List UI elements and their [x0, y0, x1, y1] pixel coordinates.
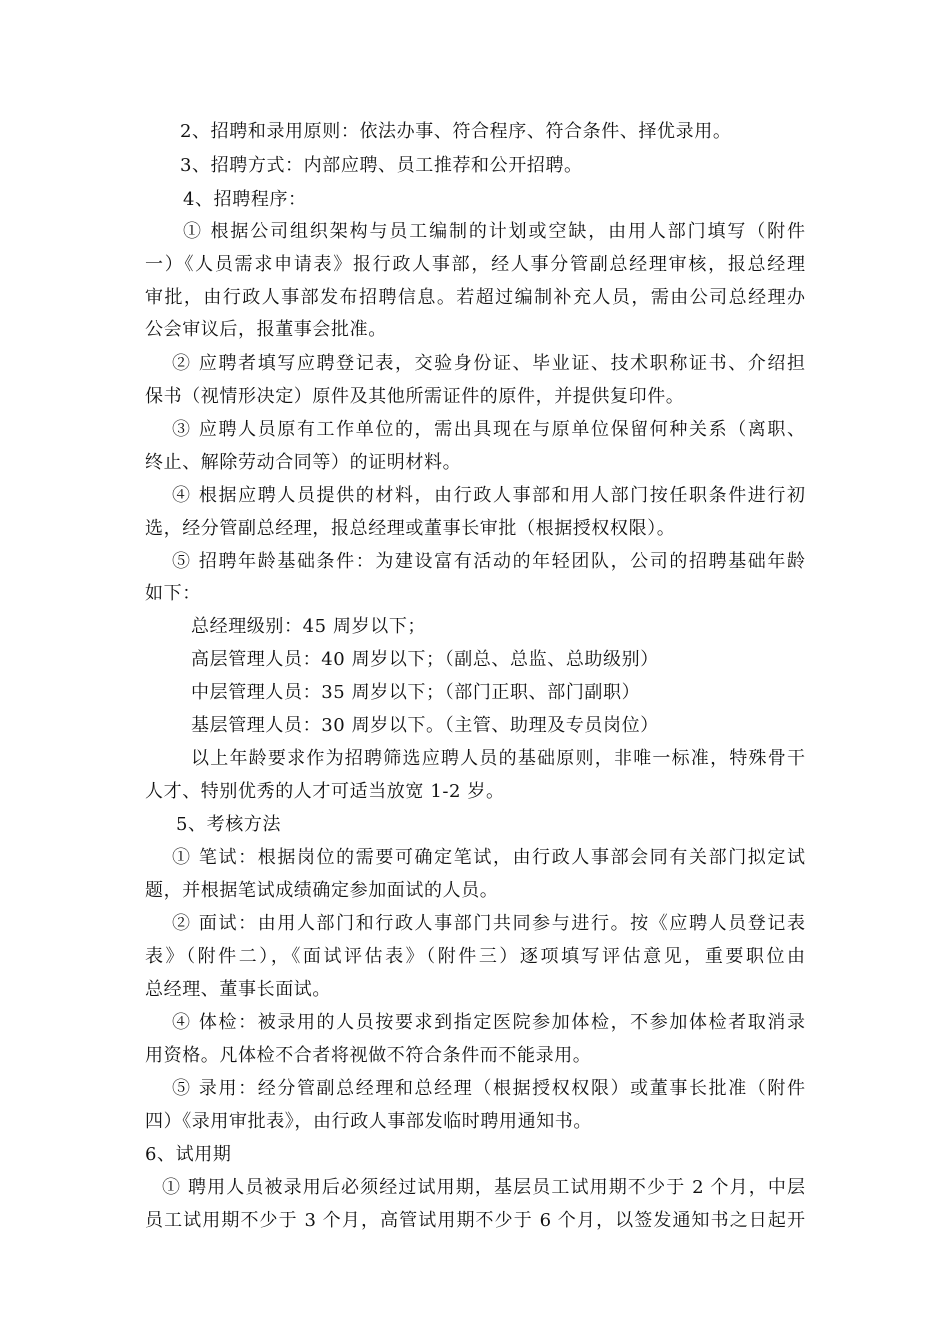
age-gm: 总经理级别：45 周岁以下；: [191, 616, 427, 637]
probation-item-1-line-1: ① 聘用人员被录用后必须经过试用期，基层员工试用期不少于 2 个月，中层: [162, 1177, 805, 1198]
procedure-item-2-line-2: 保书（视情形决定）原件及其他所需证件的原件，并提供复印件。: [145, 386, 685, 407]
procedure-item-5-line-1: ⑤ 招聘年龄基础条件：为建设富有活动的年轻团队，公司的招聘基础年龄: [172, 551, 805, 572]
assessment-item-1-line-1: ① 笔试：根据岗位的需要可确定笔试，由行政人事部会同有关部门拟定试: [172, 847, 805, 868]
probation-item-1-line-2: 员工试用期不少于 3 个月，高管试用期不少于 6 个月，以签发通知书之日起开: [145, 1210, 805, 1231]
procedure-item-5-line-2: 如下：: [145, 583, 201, 604]
age-base: 基层管理人员：30 周岁以下。（主管、助理及专员岗位）: [191, 715, 659, 736]
assessment-item-4-line-1: ④ 体检：被录用的人员按要求到指定医院参加体检，不参加体检者取消录: [172, 1012, 805, 1033]
age-senior: 高层管理人员：40 周岁以下；（副总、总监、总助级别）: [191, 649, 659, 670]
probation-heading: 6、试用期: [145, 1144, 232, 1165]
assessment-item-2-line-3: 总经理、董事长面试。: [145, 979, 331, 1000]
procedure-item-4-line-2: 选，经分管副总经理，报总经理或董事长审批（根据授权权限）。: [145, 518, 676, 539]
assessment-item-5-line-1: ⑤ 录用：经分管副总经理和总经理（根据授权权限）或董事长批准（附件: [172, 1078, 805, 1099]
procedure-heading: 4、招聘程序：: [183, 189, 307, 210]
procedure-item-1-line-4: 公会审议后，报董事会批准。: [145, 319, 387, 340]
procedure-item-2-line-1: ② 应聘者填写应聘登记表，交验身份证、毕业证、技术职称证书、介绍担: [172, 353, 805, 374]
assessment-item-4-line-2: 用资格。凡体检不合者将视做不符合条件而不能录用。: [145, 1045, 592, 1066]
age-note-line-1: 以上年龄要求作为招聘筛选应聘人员的基础原则，非唯一标准，特殊骨干: [191, 748, 805, 769]
procedure-item-4-line-1: ④ 根据应聘人员提供的材料，由行政人事部和用人部门按任职条件进行初: [172, 485, 805, 506]
assessment-item-2-line-1: ② 面试：由用人部门和行政人事部门共同参与进行。按《应聘人员登记表: [172, 913, 805, 934]
procedure-item-1-line-1: ① 根据公司组织架构与员工编制的计划或空缺，由用人部门填写（附件: [183, 221, 805, 242]
procedure-item-3-line-2: 终止、解除劳动合同等）的证明材料。: [145, 452, 462, 473]
procedure-item-1-line-3: 审批，由行政人事部发布招聘信息。若超过编制补充人员，需由公司总经理办: [145, 287, 805, 308]
method-line: 3、招聘方式：内部应聘、员工推荐和公开招聘。: [180, 155, 583, 176]
assessment-item-2-line-2: 表》（附件二），《面试评估表》（附件三）逐项填写评估意见，重要职位由: [145, 946, 805, 967]
assessment-item-1-line-2: 题，并根据笔试成绩确定参加面试的人员。: [145, 880, 499, 901]
assessment-item-5-line-2: 四）《录用审批表》，由行政人事部发临时聘用通知书。: [145, 1111, 592, 1132]
age-note-line-2: 人才、特别优秀的人才可适当放宽 1-2 岁。: [145, 781, 505, 802]
principle-line: 2、招聘和录用原则：依法办事、符合程序、符合条件、择优录用。: [180, 121, 732, 142]
age-middle: 中层管理人员：35 周岁以下；（部门正职、部门副职）: [191, 682, 641, 703]
procedure-item-3-line-1: ③ 应聘人员原有工作单位的，需出具现在与原单位保留何种关系（离职、: [172, 419, 805, 440]
procedure-item-1-line-2: 一）《人员需求申请表》报行政人事部，经人事分管副总经理审核，报总经理: [145, 254, 805, 275]
assessment-heading: 5、考核方法: [176, 814, 282, 835]
